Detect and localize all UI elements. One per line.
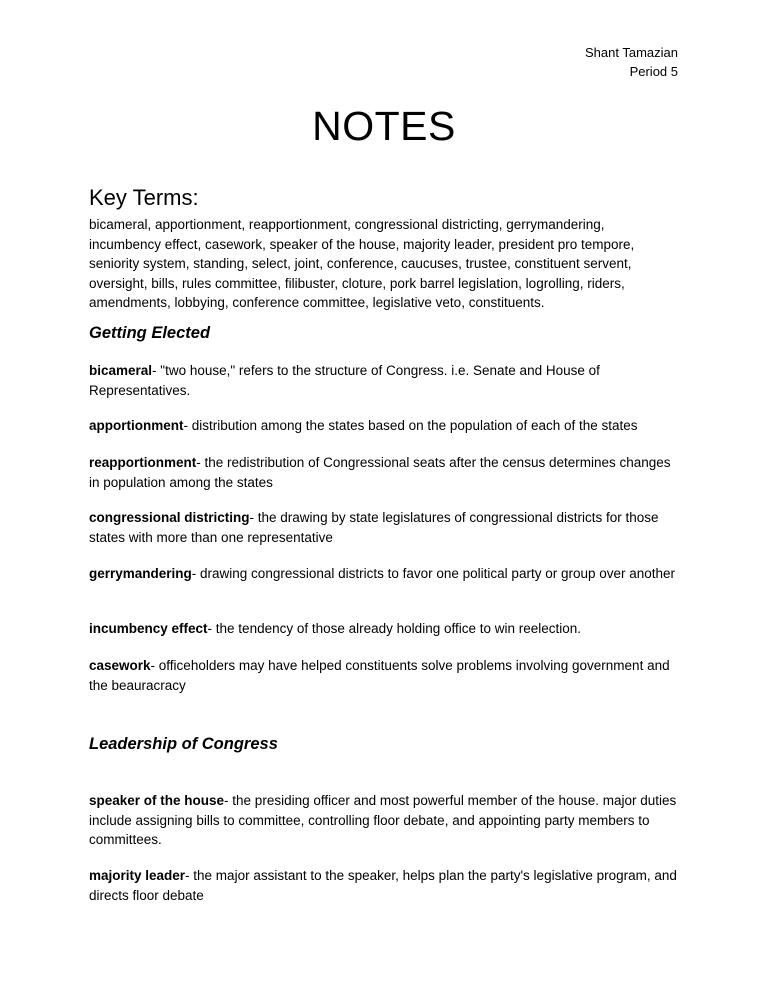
term-definition: - the drawing by state legislatures of congressional districts for those states with more than one representative: [89, 510, 659, 545]
term-entry-reapportionment: [89, 453, 679, 492]
term-definition: - "two house," refers to the structure of Congress. i.e. Senate and House of Representatives.: [89, 363, 600, 398]
term-entry-incumbency-effect: [89, 619, 679, 639]
term-name: apportionment: [89, 418, 184, 433]
term-name: speaker of the house: [89, 793, 225, 808]
term-name: casework: [89, 658, 151, 673]
term-entry-bicameral: [89, 361, 679, 400]
term-name: incumbency effect: [89, 621, 208, 636]
key-terms-block: [89, 184, 679, 313]
author-name: Shant Tamazian: [585, 45, 678, 60]
term-name: gerrymandering: [89, 566, 192, 581]
term-entry-gerrymandering: [89, 564, 679, 584]
term-entry-congressional-districting: [89, 508, 679, 547]
section-getting-elected: [89, 322, 679, 344]
term-definition: - drawing congressional districts to favor one political party or group over another: [191, 566, 676, 581]
section-heading: Leadership of Congress: [89, 735, 278, 753]
term-entry-speaker-of-the-house: [89, 791, 679, 850]
term-definition: - the presiding officer and most powerful member of the house. major duties include assigning bills to committee, controlling floor debate, and appointing party members to committees.: [89, 793, 677, 847]
term-entry-casework: [89, 656, 679, 695]
term-definition: - the major assistant to the speaker, helps plan the party's legislative program, and directs floor debate: [89, 868, 677, 903]
term-name: reapportionment: [89, 455, 197, 470]
term-definition: - distribution among the states based on the population of each of the states: [183, 418, 638, 433]
class-period: Period 5: [629, 64, 678, 79]
key-terms-list: bicameral, apportionment, reapportionment, congressional districting, gerrymandering, incumbency effect, casework, speaker of the house, majority leader, president pro tempore, seniority system, standing, select, joint, conference, caucuses, trustee, constituent servent, oversight, bills, rules committee, filibuster, cloture, pork barrel legislation, logrolling, riders, amendments, lobbying, conference committee, legislative veto, constituents.: [89, 217, 635, 310]
key-terms-heading: Key Terms:: [89, 185, 199, 210]
term-definition: - the tendency of those already holding office to win reelection.: [207, 621, 582, 636]
page-title: NOTES: [312, 103, 456, 149]
term-name: congressional districting: [89, 510, 250, 525]
author-header: [585, 43, 678, 81]
section-leadership-of-congress: [89, 733, 679, 755]
term-entry-majority-leader: [89, 866, 679, 905]
term-name: majority leader: [89, 868, 186, 883]
term-entry-apportionment: [89, 416, 679, 436]
term-definition: - the redistribution of Congressional seats after the census determines changes in population among the states: [89, 455, 671, 490]
section-heading: Getting Elected: [89, 324, 211, 342]
term-definition: - officeholders may have helped constituents solve problems involving government and the beauracracy: [89, 658, 670, 693]
term-name: bicameral: [89, 363, 153, 378]
